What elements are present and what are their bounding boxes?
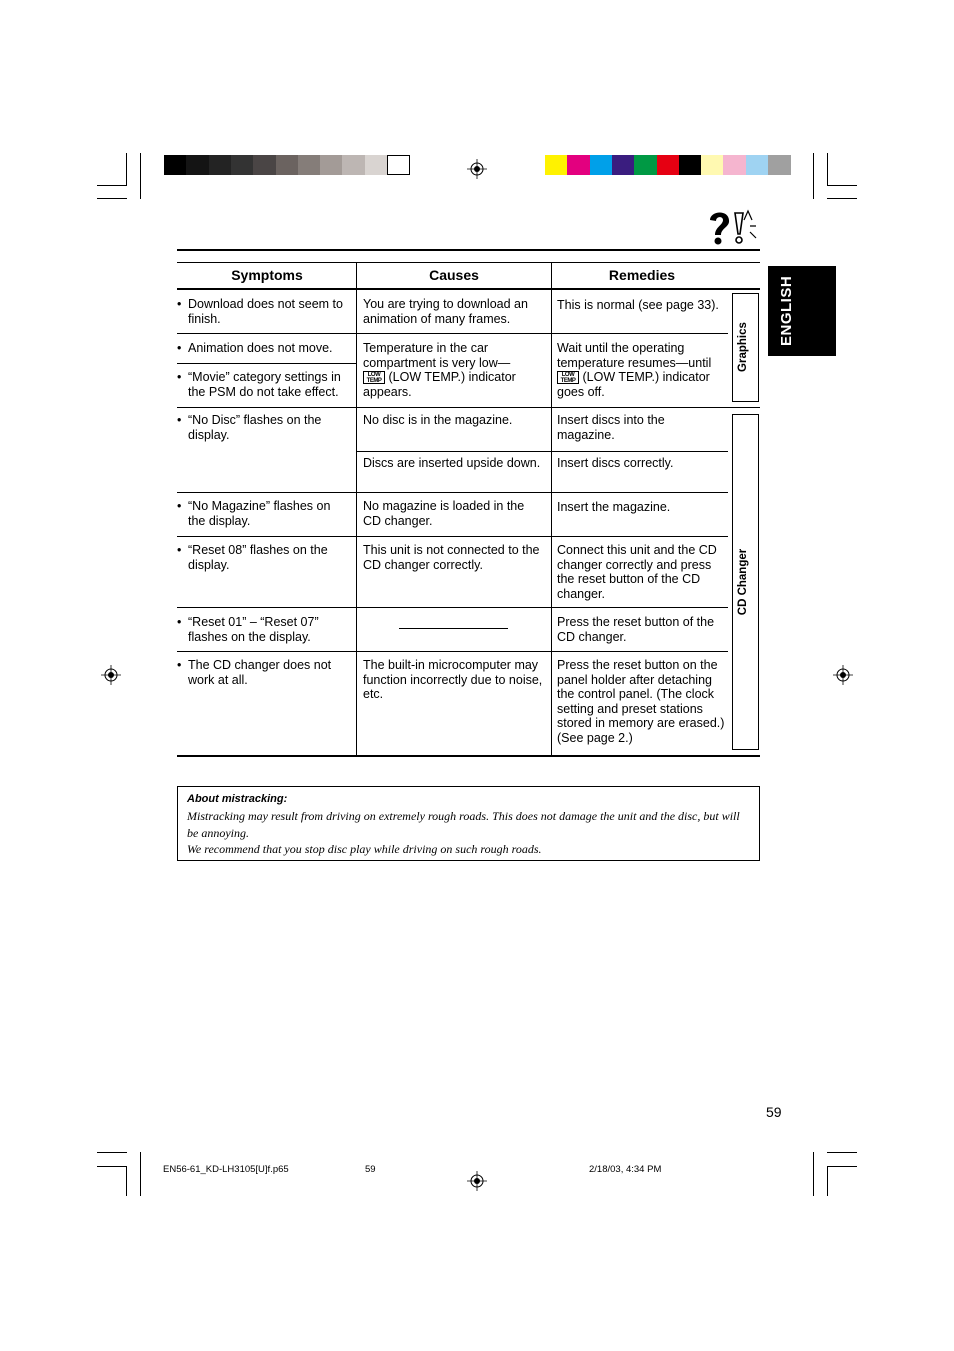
symptom-movie-psm: “Movie” category settings in the PSM do not take effect. — [188, 370, 341, 399]
registration-mark-icon — [467, 1171, 487, 1191]
remedy-insert-discs: Insert discs into the magazine. — [557, 413, 665, 442]
symptom-no-magazine: “No Magazine” flashes on the display. — [188, 499, 331, 528]
not-applicable-dash — [399, 628, 508, 629]
remedy-wait-temp: Wait until the operating temperature resumes—until LOW TEMP (LOW TEMP.) indicator goes off. — [557, 341, 712, 399]
remedy-press-reset: Press the reset button of the CD changer. — [557, 615, 715, 644]
note-text: Mistracking may result from driving on extremely rough roads. This does not damage the unit and the disc, but will be annoying. We recommend that you stop disc play while driving on such rough roads. — [187, 809, 740, 856]
color-swatch — [701, 155, 724, 175]
registration-mark-icon — [467, 159, 487, 179]
color-swatch — [186, 155, 209, 175]
question-exclamation-icon — [706, 208, 760, 246]
cause-not-connected: This unit is not connected to the CD changer correctly. — [363, 543, 540, 572]
symptom-reset-08: “Reset 08” flashes on the display. — [188, 543, 328, 572]
color-swatch — [590, 155, 613, 175]
cause-upside-down: Discs are inserted upside down. — [363, 456, 541, 470]
color-swatch — [276, 155, 299, 175]
page-number: 59 — [766, 1104, 782, 1120]
color-swatch — [746, 155, 769, 175]
symptom-animation: Animation does not move. — [188, 341, 333, 355]
mistracking-note — [177, 786, 760, 861]
remedy-reset-panel: Press the reset button on the panel holder after detaching the control panel. (The clock setting and preset stations stored in memory are erased.) (See page 2.) — [557, 658, 725, 745]
color-swatch — [342, 155, 365, 175]
color-swatch — [545, 155, 568, 175]
low-temp-indicator-icon: LOW TEMP — [557, 371, 579, 384]
header-causes: Causes — [429, 267, 479, 283]
color-swatch — [612, 155, 635, 175]
low-temp-indicator-icon: LOW TEMP — [363, 371, 385, 384]
symptom-cd-changer-not-work: The CD changer does not work at all. — [188, 658, 332, 687]
symptom-download: Download does not seem to finish. — [188, 297, 343, 326]
symptom-reset-01-07: “Reset 01” – “Reset 07” flashes on the display. — [188, 615, 319, 644]
color-swatch — [634, 155, 657, 175]
color-swatch — [231, 155, 254, 175]
color-swatch — [320, 155, 343, 175]
note-title: About mistracking: — [187, 793, 288, 805]
color-swatch — [723, 155, 746, 175]
header-symptoms: Symptoms — [231, 267, 303, 283]
color-swatch — [567, 155, 590, 175]
cause-no-disc: No disc is in the magazine. — [363, 413, 513, 427]
color-swatch — [657, 155, 680, 175]
section-label-cd-changer: CD Changer — [737, 548, 749, 616]
color-swatch — [298, 155, 321, 175]
footer-date: 2/18/03, 4:34 PM — [589, 1164, 662, 1175]
header-remedies: Remedies — [608, 267, 676, 283]
registration-mark-icon — [101, 665, 121, 685]
english-tab-label: ENGLISH — [778, 275, 795, 346]
remedy-insert-correctly: Insert discs correctly. — [557, 456, 674, 470]
cause-many-frames: You are trying to download an animation of many frames. — [363, 297, 528, 326]
color-swatch — [679, 155, 702, 175]
cause-low-temp: Temperature in the car compartment is very low— LOW TEMP (LOW TEMP.) indicator appears. — [363, 341, 516, 399]
footer-filename: EN56-61_KD-LH3105[U]f.p65 — [163, 1164, 289, 1175]
section-label-graphics: Graphics — [737, 322, 749, 372]
color-swatch — [209, 155, 232, 175]
symptom-no-disc: “No Disc” flashes on the display. — [188, 413, 322, 442]
color-swatch — [768, 155, 791, 175]
color-swatch — [365, 155, 388, 175]
cause-no-magazine: No magazine is loaded in the CD changer. — [363, 499, 525, 528]
remedy-normal: This is normal (see page 33). — [557, 298, 719, 312]
registration-mark-icon — [833, 665, 853, 685]
cause-microcomputer: The built-in microcomputer may function incorrectly due to noise, etc. — [363, 658, 543, 701]
color-swatch — [164, 155, 187, 175]
footer-page: 59 — [365, 1164, 376, 1175]
color-swatch — [253, 155, 276, 175]
remedy-insert-magazine: Insert the magazine. — [557, 500, 671, 514]
color-swatch — [387, 155, 410, 175]
remedy-connect-reset: Connect this unit and the CD changer correctly and press the reset button of the CD changer. — [557, 543, 717, 601]
